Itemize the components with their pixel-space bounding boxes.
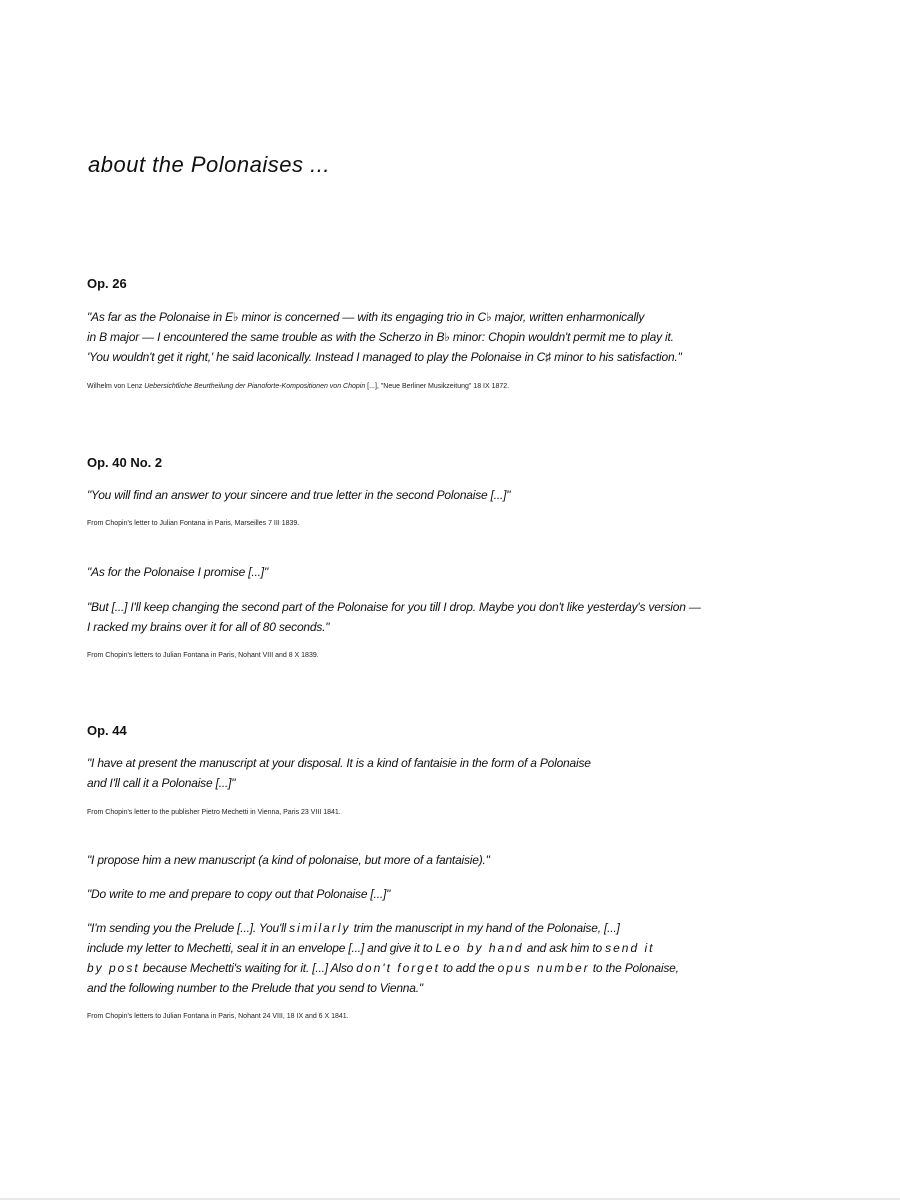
op44-source-2: From Chopin's letters to Julian Fontana in Paris, Nohant 24 VIII, 18 IX and 6 X 1841. [87, 1013, 349, 1020]
text-segment: "I'm sending you the Prelude [...]. You'll [87, 921, 290, 935]
op40-quote-2: "As for the Polonaise I promise [...]" [87, 565, 269, 579]
spaced-text: don't forget [356, 961, 440, 975]
op26-quote-line-2: in B major — I encountered the same trouble as with the Scherzo in B♭ minor: Chopin wouldn't permit me to play it. [87, 330, 674, 344]
op26-quote-line-1: "As far as the Polonaise in E♭ minor is concerned — with its engaging trio in C♭ major, written enharmonically [87, 310, 645, 324]
op44-quote-4-line-2 [87, 938, 679, 958]
text-segment: to the Polonaise, [589, 961, 679, 975]
text-segment: and ask him to [523, 941, 606, 955]
op44-quote-2: "I propose him a new manuscript (a kind of polonaise, but more of a fantaisie)." [87, 853, 490, 867]
op40-source-1: From Chopin's letter to Julian Fontana in Paris, Marseilles 7 III 1839. [87, 520, 300, 527]
op26-quote [87, 307, 682, 367]
op26-source-rest: [...], "Neue Berliner Musikzeitung" 18 IX 1872. [365, 383, 510, 390]
op44-quote-4-line-3 [87, 958, 679, 978]
text-segment: because Mechetti's waiting for it. [...] Also [139, 961, 357, 975]
op40-quote-3 [87, 597, 701, 637]
text-segment: trim the manuscript in my hand of the Polonaise, [...] [350, 921, 620, 935]
op40-heading: Op. 40 No. 2 [87, 455, 163, 470]
op26-quote-line-3: 'You wouldn't get it right,' he said laconically. Instead I managed to play the Polonaise in C♯ minor to his satisfaction." [87, 350, 682, 364]
spaced-text: opus number [497, 961, 590, 975]
text-segment: include my letter to Mechetti, seal it in an envelope [...] and give it to [87, 941, 436, 955]
page-title: about the Polonaises ... [88, 152, 330, 177]
op44-quote-3: "Do write to me and prepare to copy out that Polonaise [...]" [87, 887, 391, 901]
spaced-text: Leo by hand [435, 941, 524, 955]
spaced-text: by post [87, 961, 140, 975]
op26-source-author: Wilhelm von Lenz [87, 383, 143, 390]
op26-source [87, 383, 509, 390]
op44-quote-4 [87, 918, 679, 998]
op44-quote-4-line-4: and the following number to the Prelude that you send to Vienna." [87, 981, 423, 995]
op40-quote-3-line-2: I racked my brains over it for all of 80 seconds." [87, 620, 330, 634]
op44-source-1: From Chopin's letter to the publisher Pietro Mechetti in Vienna, Paris 23 VIII 1841. [87, 809, 341, 816]
spaced-text: similarly [289, 921, 351, 935]
op40-quote-1: "You will find an answer to your sincere and true letter in the second Polonaise [...]" [87, 488, 511, 502]
op44-quote-4-line-1 [87, 918, 679, 938]
op40-quote-3-line-1: "But [...] I'll keep changing the second part of the Polonaise for you till I drop. Maybe you don't like yesterday's version — [87, 600, 701, 614]
op40-source-2: From Chopin's letters to Julian Fontana in Paris, Nohant VIII and 8 X 1839. [87, 652, 319, 659]
op26-heading: Op. 26 [87, 276, 127, 291]
op44-heading: Op. 44 [87, 723, 127, 738]
op26-source-work: Uebersichtliche Beurtheilung der Pianoforte-Kompositionen von Chopin [144, 383, 366, 390]
spaced-text: send it [605, 941, 655, 955]
op44-quote-1-line-2: and I'll call it a Polonaise [...]" [87, 776, 236, 790]
op44-quote-1-line-1: "I have at present the manuscript at your disposal. It is a kind of fantaisie in the form of a Polonaise [87, 756, 591, 770]
text-segment: to add the [439, 961, 498, 975]
op44-quote-1 [87, 753, 591, 793]
